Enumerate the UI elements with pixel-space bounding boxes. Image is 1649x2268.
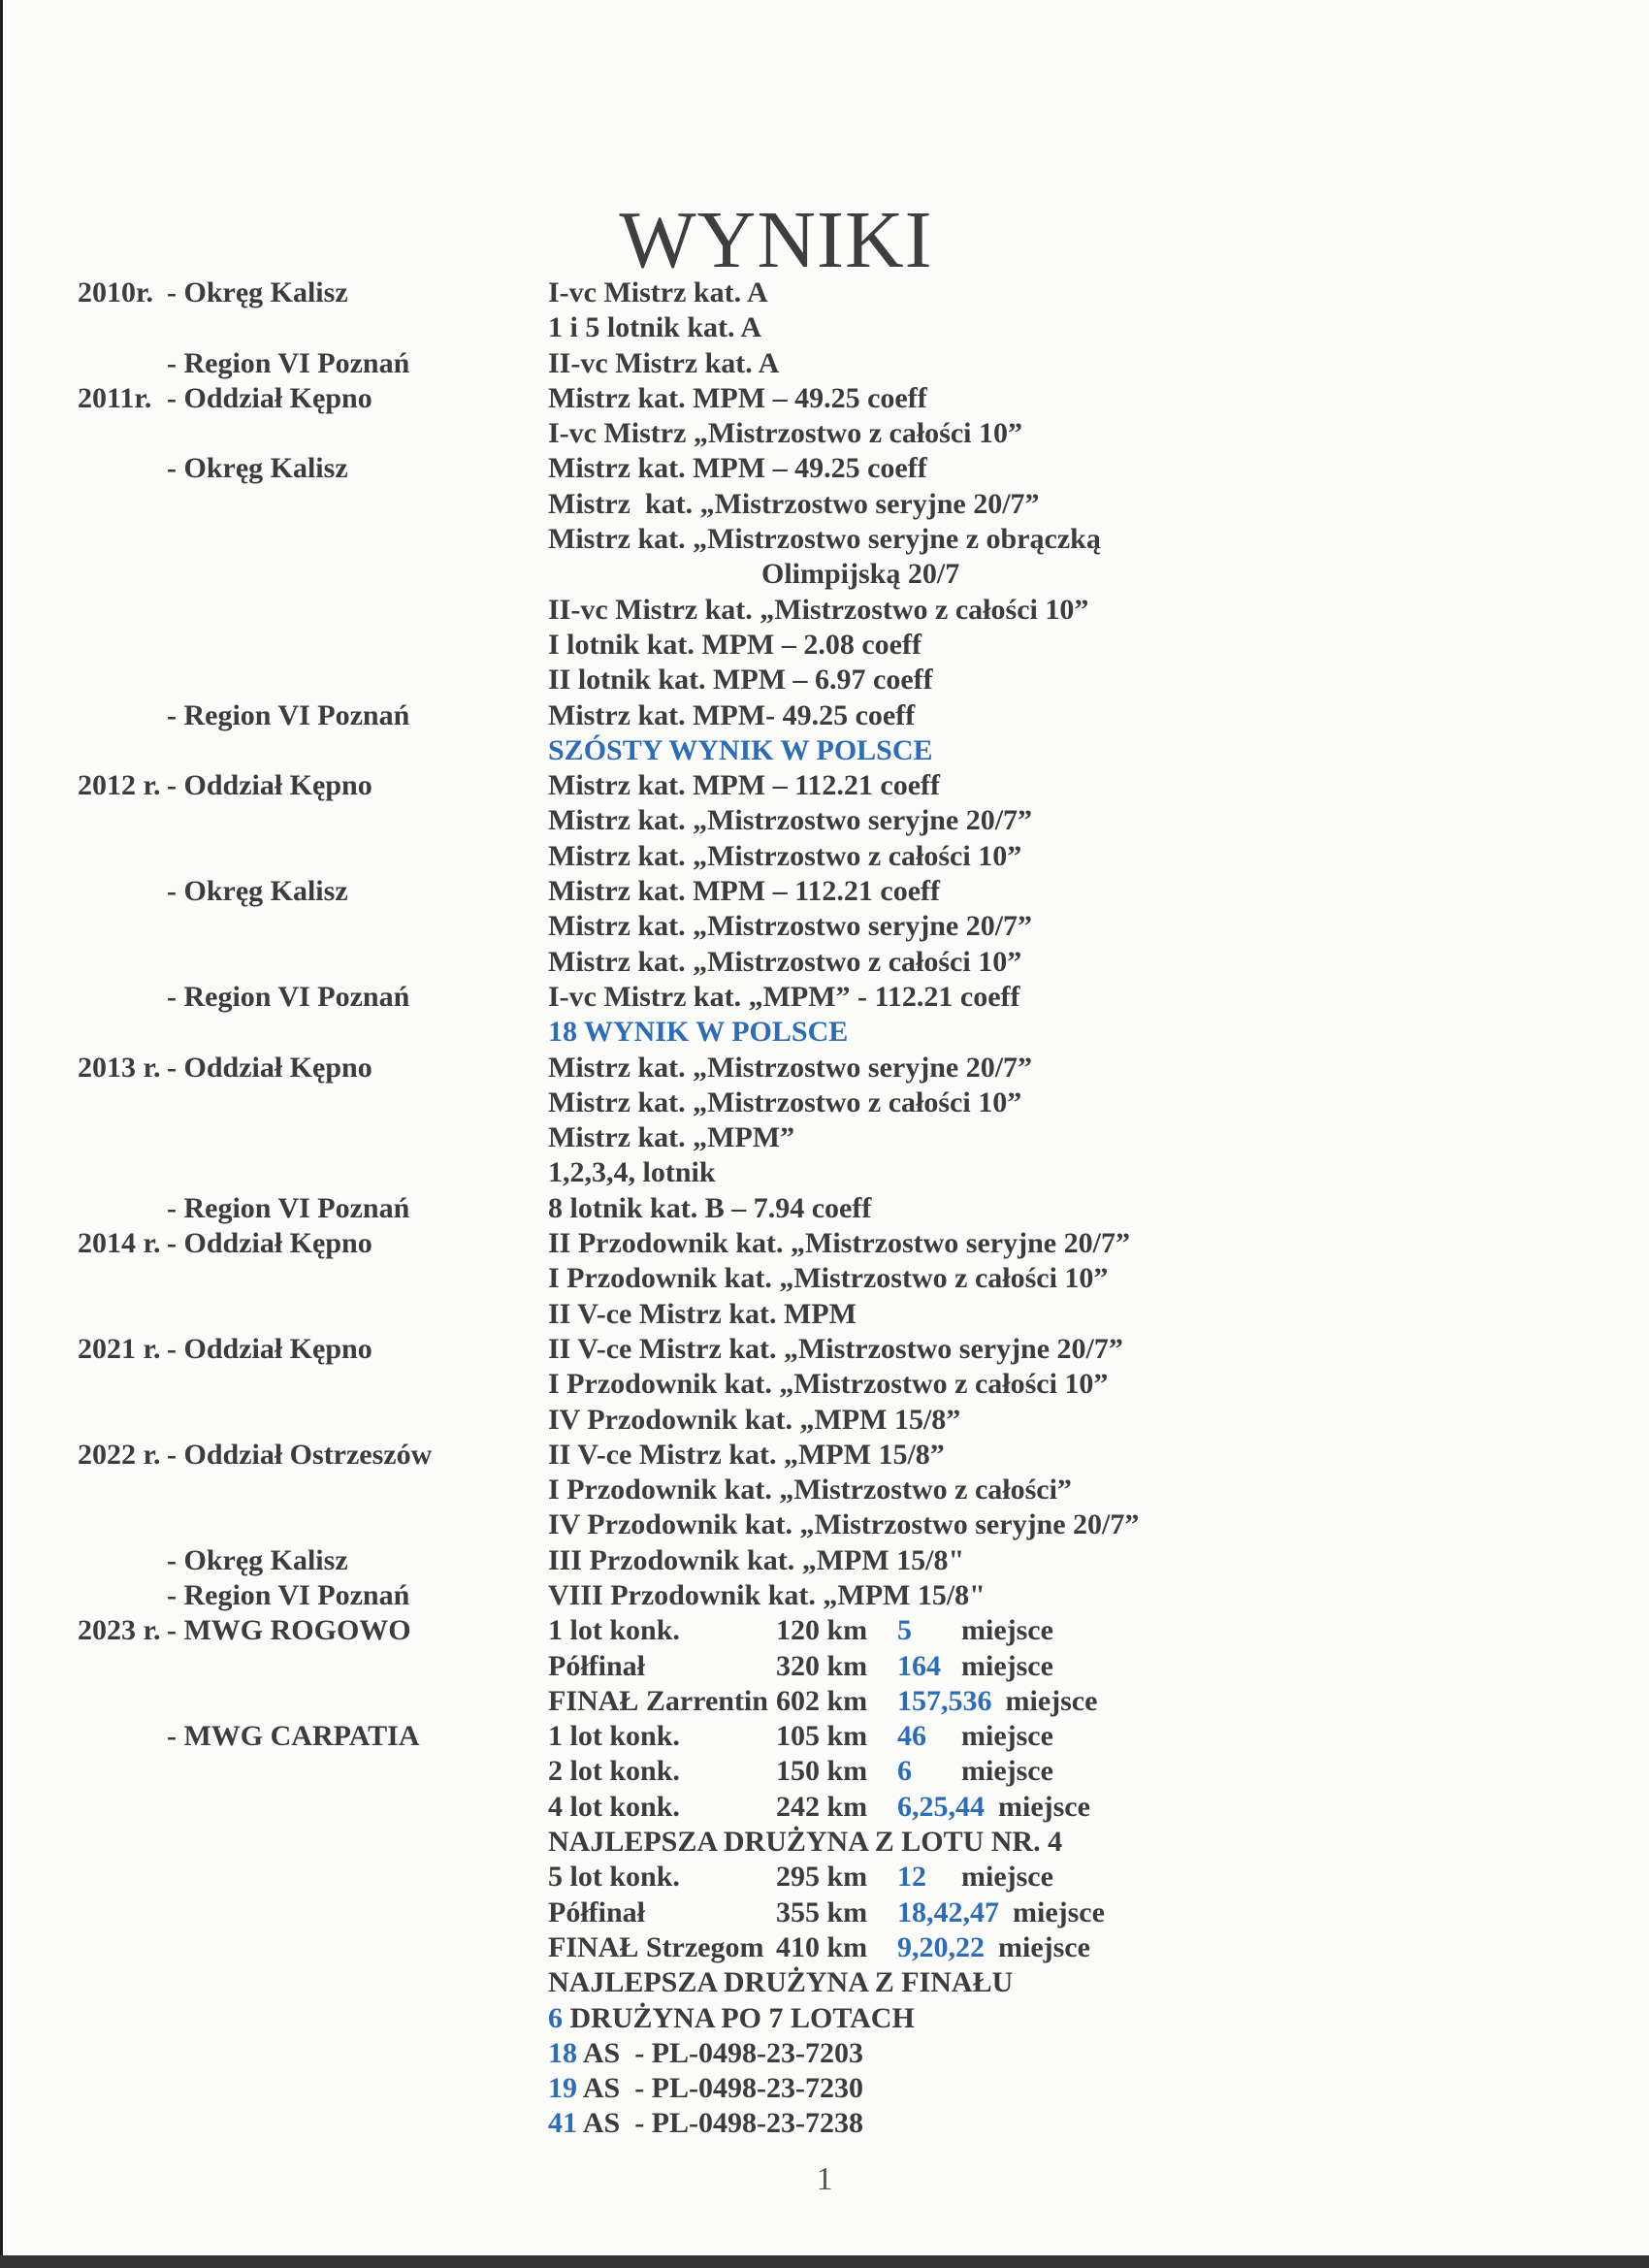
result-row [0, 1649, 1649, 1684]
result-text [548, 275, 1630, 310]
location-label: - Region VI Poznań [167, 346, 410, 379]
result-segment: Olimpijską 20/7 [761, 558, 960, 591]
flight-label: FINAŁ Strzegom [548, 1930, 764, 1963]
place-value: 164 [897, 1649, 941, 1682]
highlight-number: 18 [548, 2036, 577, 2069]
result-text [548, 1015, 1630, 1050]
result-text [548, 1543, 1630, 1578]
result-row [0, 663, 1649, 697]
location-label: - Oddział Ostrzeszów [167, 1438, 433, 1471]
result-segment: I Przodownik kat. „Mistrzostwo z całości 10” [548, 1368, 1109, 1401]
result-text [548, 1438, 1630, 1473]
year-label: 2013 r. [78, 1051, 161, 1084]
location-label: - Oddział Kępno [167, 381, 372, 414]
place-value: 12 [897, 1861, 926, 1894]
result-text [548, 346, 1630, 381]
result-text [548, 874, 1630, 909]
result-text [548, 628, 1630, 663]
result-text [548, 733, 1630, 768]
distance-value: 105 km [776, 1720, 868, 1753]
miejsce-label: miejsce [961, 1755, 1053, 1788]
result-row [0, 1754, 1649, 1789]
result-segment: Mistrz kat. MPM – 112.21 coeff [548, 875, 941, 908]
distance-value: 295 km [776, 1861, 868, 1894]
result-text [548, 1754, 1630, 1789]
result-text [548, 1684, 1630, 1719]
result-row [0, 1790, 1649, 1825]
result-segment: II V-ce Mistrz kat. MPM [548, 1297, 857, 1330]
result-row [0, 2071, 1649, 2106]
result-row [0, 416, 1649, 451]
result-text [548, 980, 1630, 1015]
miejsce-label: miejsce [998, 1930, 1090, 1963]
result-text [548, 945, 1630, 980]
result-segment: Mistrz kat. „Mistrzostwo seryjne 20/7” [548, 1051, 1033, 1084]
result-text [548, 1507, 1630, 1542]
result-segment: 1,2,3,4, lotnik [548, 1156, 716, 1189]
result-segment: AS - PL-0498-23-7230 [577, 2072, 863, 2105]
result-segment: I-vc Mistrz kat. „MPM” - 112.21 coeff [548, 980, 1020, 1013]
result-text [548, 768, 1630, 803]
place-value: 18,42,47 [897, 1895, 999, 1928]
flight-label: Półfinał [548, 1649, 646, 1682]
miejsce-label: miejsce [961, 1720, 1053, 1753]
result-segment: IV Przodownik kat. „Mistrzostwo seryjne 20/7” [548, 1508, 1140, 1541]
result-text [548, 381, 1630, 416]
result-row [0, 2036, 1649, 2071]
result-row [0, 487, 1649, 522]
result-row [0, 2001, 1649, 2036]
result-row [0, 1825, 1649, 1860]
result-text [548, 1649, 1630, 1684]
year-label: 2022 r. [78, 1438, 161, 1471]
result-row [0, 1438, 1649, 1473]
result-row [0, 1261, 1649, 1296]
result-row [0, 1507, 1649, 1542]
place-value: 6 [897, 1755, 912, 1788]
result-segment: Mistrz kat. „Mistrzostwo seryjne 20/7” [548, 910, 1033, 943]
result-text [548, 416, 1630, 451]
flight-label: 2 lot konk. [548, 1755, 680, 1788]
result-row [0, 1015, 1649, 1050]
result-text [548, 1403, 1630, 1438]
distance-value: 320 km [776, 1649, 868, 1682]
result-row [0, 1543, 1649, 1578]
year-label: 2023 r. [78, 1614, 161, 1647]
result-text [548, 1226, 1630, 1261]
result-segment: Mistrz kat. MPM – 49.25 coeff [548, 381, 927, 414]
result-segment: Mistrz kat. „Mistrzostwo z całości 10” [548, 945, 1022, 978]
result-segment: Mistrz kat. MPM – 112.21 coeff [548, 769, 941, 802]
result-row [0, 522, 1649, 557]
scan-bottom-edge-bar [0, 2255, 1649, 2268]
result-text [548, 1965, 1630, 2000]
result-row [0, 909, 1649, 944]
result-text [548, 1860, 1630, 1895]
result-text [548, 839, 1630, 874]
result-text [548, 1297, 1630, 1332]
location-label: - Oddział Kępno [167, 1332, 372, 1365]
result-text [548, 1332, 1630, 1367]
result-row [0, 733, 1649, 768]
location-label: - Region VI Poznań [167, 698, 410, 731]
result-segment: II V-ce Mistrz kat. „Mistrzostwo seryjne 20/7” [548, 1332, 1123, 1365]
result-text [548, 1790, 1630, 1825]
result-text [548, 2071, 1630, 2106]
flight-label: 1 lot konk. [548, 1720, 680, 1753]
result-segment: IV Przodownik kat. „MPM 15/8” [548, 1403, 961, 1436]
result-text [548, 1085, 1630, 1120]
result-row [0, 275, 1649, 310]
result-segment: Mistrz kat. „Mistrzostwo seryjne 20/7” [548, 487, 1040, 520]
distance-value: 150 km [776, 1755, 868, 1788]
flight-label: 5 lot konk. [548, 1861, 680, 1894]
result-segment: II V-ce Mistrz kat. „MPM 15/8” [548, 1438, 945, 1471]
result-row [0, 839, 1649, 874]
result-text [548, 1261, 1630, 1296]
result-segment: 8 lotnik kat. B – 7.94 coeff [548, 1191, 872, 1224]
location-label: - MWG CARPATIA [167, 1720, 420, 1753]
place-value: 9,20,22 [897, 1930, 985, 1963]
result-row [0, 557, 1649, 592]
highlight-result: SZÓSTY WYNIK W POLSCE [548, 733, 933, 766]
result-row [0, 1895, 1649, 1930]
result-segment: II Przodownik kat. „Mistrzostwo seryjne 20/7” [548, 1227, 1130, 1260]
location-label: - Oddział Kępno [167, 1051, 372, 1084]
result-row [0, 1155, 1649, 1190]
result-text [548, 1825, 1630, 1860]
result-text [548, 451, 1630, 486]
result-row [0, 874, 1649, 909]
year-label: 2011r. [78, 381, 152, 414]
result-segment: I lotnik kat. MPM – 2.08 coeff [548, 628, 922, 661]
result-segment: Mistrz kat. „Mistrzostwo seryjne z obrączką [548, 523, 1101, 556]
result-text [548, 698, 1630, 733]
result-segment: Mistrz kat. „Mistrzostwo seryjne 20/7” [548, 804, 1033, 837]
place-value: 6,25,44 [897, 1790, 985, 1823]
result-row [0, 451, 1649, 486]
result-segment: III Przodownik kat. „MPM 15/8" [548, 1543, 965, 1576]
result-row [0, 1403, 1649, 1438]
location-label: - Okręg Kalisz [167, 1543, 348, 1576]
result-row [0, 593, 1649, 628]
result-segment: Mistrz kat. MPM- 49.25 coeff [548, 698, 916, 731]
result-text [548, 1473, 1630, 1507]
location-label: - MWG ROGOWO [167, 1614, 411, 1647]
result-text [548, 1155, 1630, 1190]
result-text [548, 310, 1630, 345]
miejsce-label: miejsce [1013, 1895, 1105, 1928]
result-row [0, 803, 1649, 838]
location-label: - Oddział Kępno [167, 769, 372, 802]
flight-label: 1 lot konk. [548, 1614, 680, 1647]
result-text [548, 487, 1630, 522]
year-label: 2021 r. [78, 1332, 161, 1365]
location-label: - Region VI Poznań [167, 980, 410, 1013]
result-row [0, 628, 1649, 663]
result-text [548, 1930, 1630, 1965]
result-row [0, 945, 1649, 980]
location-label: - Okręg Kalisz [167, 875, 348, 908]
result-segment: NAJLEPSZA DRUŻYNA Z LOTU NR. 4 [548, 1826, 1063, 1859]
year-label: 2014 r. [78, 1227, 161, 1260]
flight-label: FINAŁ Zarrentin [548, 1684, 768, 1717]
flight-label: Półfinał [548, 1895, 646, 1928]
result-row [0, 1684, 1649, 1719]
result-row [0, 346, 1649, 381]
result-row [0, 1226, 1649, 1261]
miejsce-label: miejsce [961, 1861, 1053, 1894]
result-segment: Mistrz kat. „Mistrzostwo z całości 10” [548, 1085, 1022, 1118]
year-label: 2012 r. [78, 769, 161, 802]
place-value: 157,536 [897, 1684, 992, 1717]
result-text [548, 1367, 1630, 1402]
result-text [548, 1895, 1630, 1930]
result-row [0, 698, 1649, 733]
result-text [548, 663, 1630, 697]
miejsce-label: miejsce [961, 1614, 1053, 1647]
distance-value: 355 km [776, 1895, 868, 1928]
result-text [548, 593, 1630, 628]
result-segment: I-vc Mistrz kat. A [548, 276, 768, 308]
result-row [0, 1051, 1649, 1085]
result-row [0, 1930, 1649, 1965]
result-row [0, 1085, 1649, 1120]
highlight-number: 6 [548, 2001, 563, 2034]
result-segment: II-vc Mistrz kat. „Mistrzostwo z całości 10” [548, 593, 1089, 626]
location-label: - Region VI Poznań [167, 1191, 410, 1224]
page-number: 1 [816, 2161, 833, 2197]
flight-label: 4 lot konk. [548, 1790, 680, 1823]
result-row [0, 1965, 1649, 2000]
miejsce-label: miejsce [998, 1790, 1090, 1823]
result-segment: I Przodownik kat. „Mistrzostwo z całości 10” [548, 1262, 1109, 1295]
distance-value: 602 km [776, 1684, 868, 1717]
results-list [0, 275, 1649, 2142]
miejsce-label: miejsce [961, 1649, 1053, 1682]
result-segment: I Przodownik kat. „Mistrzostwo z całości” [548, 1474, 1072, 1507]
result-segment: Mistrz kat. „MPM” [548, 1121, 795, 1154]
place-value: 46 [897, 1720, 926, 1753]
result-segment: VIII Przodownik kat. „MPM 15/8" [548, 1578, 986, 1611]
result-text [548, 1051, 1630, 1085]
location-label: - Okręg Kalisz [167, 452, 348, 485]
year-label: 2010r. [78, 276, 154, 308]
result-segment: I-vc Mistrz „Mistrzostwo z całości 10” [548, 417, 1022, 450]
result-segment: Mistrz kat. MPM – 49.25 coeff [548, 452, 927, 485]
result-text [548, 1191, 1630, 1226]
result-segment: AS - PL-0498-23-7203 [577, 2036, 863, 2069]
result-row [0, 1719, 1649, 1754]
result-text [548, 2106, 1630, 2141]
distance-value: 242 km [776, 1790, 868, 1823]
result-segment: NAJLEPSZA DRUŻYNA Z FINAŁU [548, 1966, 1014, 1999]
result-row [0, 980, 1649, 1015]
result-segment: II-vc Mistrz kat. A [548, 346, 780, 379]
location-label: - Okręg Kalisz [167, 276, 348, 308]
distance-value: 410 km [776, 1930, 868, 1963]
document-title: WYNIKI [619, 195, 933, 286]
result-text [548, 2001, 1630, 2036]
distance-value: 120 km [776, 1614, 868, 1647]
result-row [0, 1332, 1649, 1367]
result-text [548, 909, 1630, 944]
result-text [548, 1120, 1630, 1155]
result-row [0, 1297, 1649, 1332]
result-row [0, 1367, 1649, 1402]
result-row [0, 1860, 1649, 1895]
result-row [0, 1578, 1649, 1613]
highlight-result: 18 WYNIK W POLSCE [548, 1016, 849, 1049]
result-segment: AS - PL-0498-23-7238 [577, 2107, 863, 2140]
result-text [548, 2036, 1630, 2071]
result-row [0, 768, 1649, 803]
result-segment: II lotnik kat. MPM – 6.97 coeff [548, 664, 933, 697]
result-text [548, 1578, 1630, 1613]
result-text [548, 803, 1630, 838]
result-text [548, 1613, 1630, 1648]
result-row [0, 1191, 1649, 1226]
result-segment: Mistrz kat. „Mistrzostwo z całości 10” [548, 839, 1022, 872]
result-row [0, 381, 1649, 416]
result-segment: 1 i 5 lotnik kat. A [548, 311, 762, 344]
result-segment: DRUŻYNA PO 7 LOTACH [563, 2001, 915, 2034]
result-text [548, 1719, 1630, 1754]
result-text [548, 557, 1630, 592]
highlight-number: 19 [548, 2072, 577, 2105]
result-row [0, 310, 1649, 345]
miejsce-label: miejsce [1005, 1684, 1098, 1717]
result-row [0, 2106, 1649, 2141]
result-row [0, 1120, 1649, 1155]
result-row [0, 1613, 1649, 1648]
place-value: 5 [897, 1614, 912, 1647]
location-label: - Region VI Poznań [167, 1578, 410, 1611]
location-label: - Oddział Kępno [167, 1227, 372, 1260]
highlight-number: 41 [548, 2107, 577, 2140]
result-row [0, 1473, 1649, 1507]
result-text [548, 522, 1630, 557]
